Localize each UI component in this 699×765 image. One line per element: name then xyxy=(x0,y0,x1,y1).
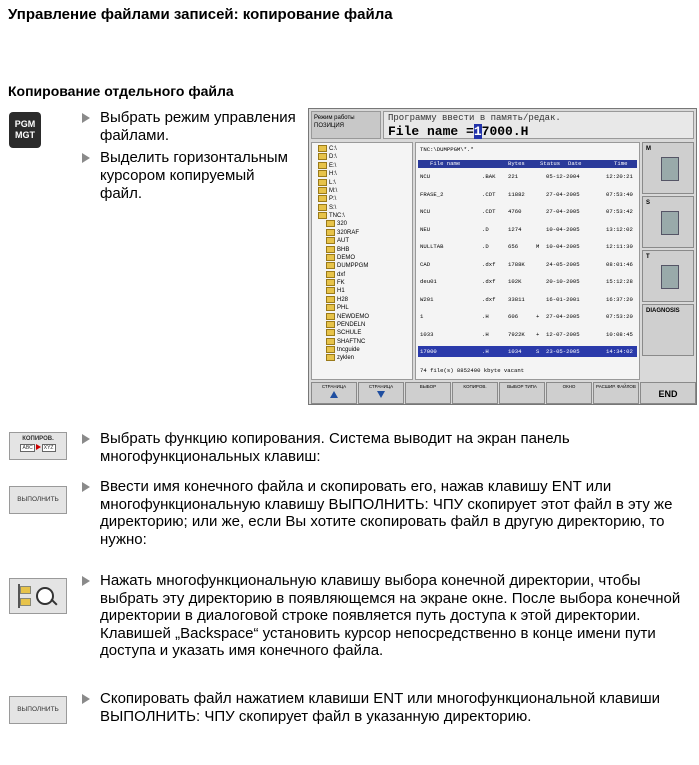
file-cell: 1788K xyxy=(508,260,525,268)
file-row[interactable] xyxy=(418,189,637,200)
tree-label: H:\ xyxy=(329,171,337,178)
step-text: Скопировать файл нажатием клавиши ENT или многофункциональной клавиши ВЫПОЛНИТЬ: ЧПУ скопирует файл в указанную директорию. xyxy=(80,690,692,725)
file-cell: .D xyxy=(482,225,489,233)
key-label: ВЫПОЛНИТЬ xyxy=(17,706,59,713)
tree-item[interactable] xyxy=(316,338,410,346)
list-path: TNC:\DUMPPGM\*.* xyxy=(420,146,474,153)
mini-target: XYZ xyxy=(43,445,54,451)
file-row[interactable] xyxy=(418,224,637,235)
softkey-label: ВЫБОР xyxy=(419,384,437,389)
tree-item[interactable] xyxy=(316,220,410,228)
file-cell: 07:53:20 xyxy=(606,313,633,320)
mode-line1: Режим работы xyxy=(314,115,355,121)
file-cell: 27-04-2005 xyxy=(546,190,580,198)
key-label: ВЫПОЛНИТЬ xyxy=(17,496,59,503)
tree-label: AUT xyxy=(337,238,349,245)
tree-item[interactable] xyxy=(316,271,410,279)
file-row[interactable] xyxy=(418,311,637,322)
file-cell: 14:34:02 xyxy=(606,348,633,355)
tree-label: D:\ xyxy=(329,154,337,161)
file-row[interactable] xyxy=(418,206,637,217)
file-cell: .D xyxy=(482,243,489,250)
tree-item[interactable] xyxy=(316,212,410,220)
spindle-icon xyxy=(661,157,679,181)
mini-source: ABC xyxy=(22,445,33,451)
tree-item[interactable] xyxy=(316,354,410,362)
folder-icon xyxy=(326,237,335,244)
side-label: T xyxy=(646,254,650,260)
file-cell: .H xyxy=(482,313,489,320)
file-list[interactable] xyxy=(415,142,640,380)
file-cell: CAD xyxy=(420,260,431,268)
file-cell: .dxf xyxy=(482,295,496,303)
side-softkeys xyxy=(642,142,694,380)
file-cell: 12:20:21 xyxy=(606,173,633,180)
page-title: Управление файлами записей: копирование файла xyxy=(8,6,393,23)
folder-icon xyxy=(318,204,327,211)
page-down-softkey[interactable] xyxy=(358,382,404,404)
softkey-label: СТРАНИЦА xyxy=(321,384,347,389)
file-cell: 1 xyxy=(420,313,424,320)
tree-label: 320RAF xyxy=(337,229,360,236)
file-cell: 7922K xyxy=(508,330,525,338)
file-row[interactable] xyxy=(418,294,637,305)
col-header: Bytes xyxy=(508,160,525,167)
window-softkey[interactable] xyxy=(546,382,592,404)
step-text: Ввести имя конечного файла и скопировать его, нажав клавишу ENT или многофункциональную клавишу ВЫПОЛНИТЬ: ЧПУ скопирует этот файл в эту же директорию; или же, если Вы хотите скопировать файл в другую директорию, то нужно: xyxy=(80,478,692,548)
file-cell: .CDT xyxy=(482,190,496,198)
file-cell: 13:12:02 xyxy=(606,225,633,233)
tree-label: H28 xyxy=(337,296,349,303)
folder-icon xyxy=(326,254,335,261)
mode-line2: ПОЗИЦИЯ xyxy=(314,123,344,129)
file-row[interactable] xyxy=(418,276,637,287)
tree-label: tncguide xyxy=(337,347,360,354)
file-cell: .H xyxy=(482,348,489,355)
folder-icon xyxy=(318,212,327,219)
tree-item[interactable] xyxy=(316,262,410,270)
softkey-label: ОКНО xyxy=(562,384,576,389)
file-cell: 24-05-2005 xyxy=(546,260,580,268)
list-header xyxy=(418,160,637,168)
tree-label: E:\ xyxy=(329,162,337,169)
file-cell: 05-12-2004 xyxy=(546,173,580,180)
tree-item[interactable] xyxy=(316,296,410,304)
file-cell: 20-10-2005 xyxy=(546,278,580,285)
tree-item[interactable] xyxy=(316,237,410,245)
folder-icon xyxy=(318,162,327,169)
file-cell: 10-04-2005 xyxy=(546,225,580,233)
top-bullets xyxy=(80,109,300,207)
folder-icon xyxy=(326,321,335,328)
file-cell: 606 xyxy=(508,313,519,320)
file-cell: .dxf xyxy=(482,260,496,268)
col-header: Status xyxy=(540,160,561,167)
tree-item[interactable] xyxy=(316,145,410,153)
side-label: S xyxy=(646,200,651,206)
file-cell: 656 xyxy=(508,243,519,250)
execute-key[interactable] xyxy=(9,696,67,724)
folder-icon xyxy=(326,279,335,286)
pgm-key-line1: PGM xyxy=(14,119,36,129)
tree-label: SCHULE xyxy=(337,330,362,337)
folder-icon xyxy=(326,229,335,236)
tree-label: dxf xyxy=(337,271,346,278)
arrow-down-icon xyxy=(377,391,385,398)
file-cell: 10-04-2005 xyxy=(546,243,580,250)
file-cell: 102K xyxy=(508,278,522,285)
page-up-softkey[interactable] xyxy=(311,382,357,404)
file-cell: 23-05-2005 xyxy=(546,348,580,355)
side-button-t[interactable] xyxy=(642,250,694,302)
tree-label: DUMPPGM xyxy=(337,263,369,270)
file-row[interactable] xyxy=(418,329,637,340)
file-cell: 27-04-2005 xyxy=(546,208,580,215)
folder-icon xyxy=(318,153,327,160)
file-row[interactable] xyxy=(418,259,637,270)
end-softkey[interactable]: END xyxy=(640,382,696,404)
file-cell: 07:53:42 xyxy=(606,208,633,215)
side-button-m[interactable] xyxy=(642,142,694,194)
col-header: Time xyxy=(614,160,628,167)
tree-label: M:\ xyxy=(329,187,338,194)
tree-label: FK xyxy=(337,280,345,287)
file-cell: 16-01-2001 xyxy=(546,295,580,303)
tree-label: L:\ xyxy=(329,179,336,186)
folder-icon xyxy=(318,195,327,202)
file-cell: NCU xyxy=(420,208,431,215)
tree-label: PHL xyxy=(337,305,349,312)
tree-item[interactable] xyxy=(316,187,410,195)
file-cell: NULLTAB xyxy=(420,243,444,250)
tool-change-icon xyxy=(661,265,679,289)
tree-label: S:\ xyxy=(329,204,337,211)
folder-icon xyxy=(318,145,327,152)
file-cell: + xyxy=(536,313,540,320)
select-directory-key[interactable] xyxy=(9,578,67,614)
pgm-key-line2: MGT xyxy=(15,130,35,140)
tree-label: DEMO xyxy=(337,254,355,261)
tree-label: C:\ xyxy=(329,146,337,153)
file-cell: 11882 xyxy=(508,190,525,198)
bullet-item: Выделить горизонтальным курсором копируемый файл. xyxy=(80,149,300,203)
folder-icon xyxy=(326,287,335,294)
free-space-status: 74 file(s) 8852400 kbyte vacant xyxy=(420,367,525,374)
folder-icon xyxy=(326,354,335,361)
folder-icon xyxy=(326,329,335,336)
dialog-prompt: Программу ввести в память/редак. xyxy=(388,113,561,123)
folder-icon xyxy=(326,338,335,345)
file-cell: S xyxy=(536,348,540,355)
select-type-softkey[interactable] xyxy=(499,382,545,404)
softkey-label: РАСШИР. ФАЙЛОВ xyxy=(596,384,636,389)
file-cell: NEU xyxy=(420,225,431,233)
copy-key[interactable] xyxy=(9,432,67,460)
file-name-cursor: 1 xyxy=(473,124,482,139)
magnifier-icon xyxy=(36,587,54,605)
softkey-label: СТРАНИЦА xyxy=(368,384,394,389)
folder-icon xyxy=(326,346,335,353)
side-button-s[interactable] xyxy=(642,196,694,248)
file-cell: deu01 xyxy=(420,278,437,285)
step-text: Выбрать функцию копирования. Система выводит на экран панель многофункциональных клавиш: xyxy=(80,430,692,465)
softkey-label: ВЫБОР ТИПА xyxy=(507,384,537,389)
copy-softkey[interactable] xyxy=(452,382,498,404)
tree-item[interactable] xyxy=(316,246,410,254)
file-name-value: 7000.H xyxy=(481,124,529,139)
folder-icon xyxy=(326,313,335,320)
tree-item[interactable] xyxy=(316,153,410,161)
arrow-right-icon xyxy=(36,444,41,450)
directory-tree[interactable] xyxy=(311,142,413,380)
file-cell: 1034 xyxy=(508,348,522,355)
tree-label: BHB xyxy=(337,246,350,253)
more-functions-softkey[interactable] xyxy=(593,382,639,404)
file-cell: 221 xyxy=(508,173,519,180)
file-cell: 12:11:30 xyxy=(606,243,633,250)
tree-item[interactable] xyxy=(316,287,410,295)
select-softkey[interactable] xyxy=(405,382,451,404)
file-cell: 07:53:40 xyxy=(606,190,633,198)
col-header: Date xyxy=(568,160,582,167)
side-label: DIAGNOSIS xyxy=(646,308,680,314)
folder-icon xyxy=(326,296,335,303)
tree-label: zyklen xyxy=(337,355,355,362)
folder-icon xyxy=(318,179,327,186)
tree-label: H1 xyxy=(337,288,345,295)
side-label: M xyxy=(646,146,651,152)
col-header: File name xyxy=(430,160,461,167)
file-cell: 15:12:28 xyxy=(606,278,633,285)
tree-label: PENDELN xyxy=(337,321,366,328)
tree-label: P:\ xyxy=(329,196,337,203)
tree-item[interactable] xyxy=(316,179,410,187)
file-cell: 4760 xyxy=(508,208,522,215)
folder-icon xyxy=(318,187,327,194)
step-text: Нажать многофункциональную клавишу выбора конечной директории, чтобы выбрать эту директорию в появляющемся на экране окне. После выбора конечной директории в диалоговой строке появляется путь доступа к этой директории. Клавишей „Backspace“ установить курсор непосредственно в конце имени пути доступа и указать имя конечного файла. xyxy=(80,572,692,660)
file-cell: 12-07-2005 xyxy=(546,330,580,338)
tree-item[interactable] xyxy=(316,321,410,329)
folder-icon xyxy=(326,304,335,311)
tree-item[interactable] xyxy=(316,304,410,312)
key-label: КОПИРОВ. xyxy=(22,436,54,442)
section-title: Копирование отдельного файла xyxy=(8,83,234,99)
arrow-up-icon xyxy=(330,391,338,398)
bullet-item: Выбрать режим управления файлами. xyxy=(80,109,300,145)
file-name-field[interactable] xyxy=(388,124,528,139)
file-cell: .BAK xyxy=(482,173,496,180)
file-cell: W201 xyxy=(420,295,434,303)
file-cell: 33811 xyxy=(508,295,525,303)
file-cell: 08:01:46 xyxy=(606,260,633,268)
folder-icon xyxy=(318,170,327,177)
tree-item[interactable] xyxy=(316,204,410,212)
file-cell: 27-04-2005 xyxy=(546,313,580,320)
file-cell: .H xyxy=(482,330,489,338)
file-cell: .CDT xyxy=(482,208,496,215)
folder-icon xyxy=(326,220,335,227)
folder-icon xyxy=(326,246,335,253)
softkey-bar xyxy=(311,382,696,404)
file-row[interactable] xyxy=(418,241,637,252)
tree-item[interactable] xyxy=(316,313,410,321)
file-cell: 1033 xyxy=(420,330,434,338)
tree-label: SHAFTNC xyxy=(337,338,366,345)
tool-icon xyxy=(661,211,679,235)
file-name-label: File name = xyxy=(388,124,474,139)
tree-label: 320 xyxy=(337,221,348,228)
file-cell: 1274 xyxy=(508,225,522,233)
execute-key[interactable] xyxy=(9,486,67,514)
file-cell: 16:37:20 xyxy=(606,295,633,303)
mode-label xyxy=(311,111,381,139)
tree-item[interactable] xyxy=(316,346,410,354)
file-cell: M xyxy=(536,243,540,250)
file-cell: FRASE_2 xyxy=(420,190,444,198)
tree-item[interactable] xyxy=(316,170,410,178)
tree-item[interactable] xyxy=(316,195,410,203)
folder-tree-icon xyxy=(18,584,34,608)
softkey-label: КОПИРОВ. xyxy=(463,384,487,389)
file-row[interactable] xyxy=(418,346,637,357)
control-screen xyxy=(308,108,697,405)
file-row[interactable] xyxy=(418,171,637,182)
file-cell: NCU xyxy=(420,173,431,180)
file-cell: 10:08:45 xyxy=(606,330,633,338)
tree-label: NEWDEMO xyxy=(337,313,369,320)
tree-item[interactable] xyxy=(316,229,410,237)
tree-item[interactable] xyxy=(316,254,410,262)
folder-icon xyxy=(326,271,335,278)
file-cell: 17000 xyxy=(420,348,437,355)
file-cell: .dxf xyxy=(482,278,496,285)
folder-icon xyxy=(326,262,335,269)
tree-item[interactable] xyxy=(316,162,410,170)
side-button-diagnosis[interactable] xyxy=(642,304,694,356)
dialog-header xyxy=(383,111,694,139)
file-cell: + xyxy=(536,330,540,338)
tree-label: TNC:\ xyxy=(329,213,345,220)
tree-item[interactable] xyxy=(316,279,410,287)
tree-item[interactable] xyxy=(316,329,410,337)
pgm-mgt-key[interactable] xyxy=(9,112,41,148)
